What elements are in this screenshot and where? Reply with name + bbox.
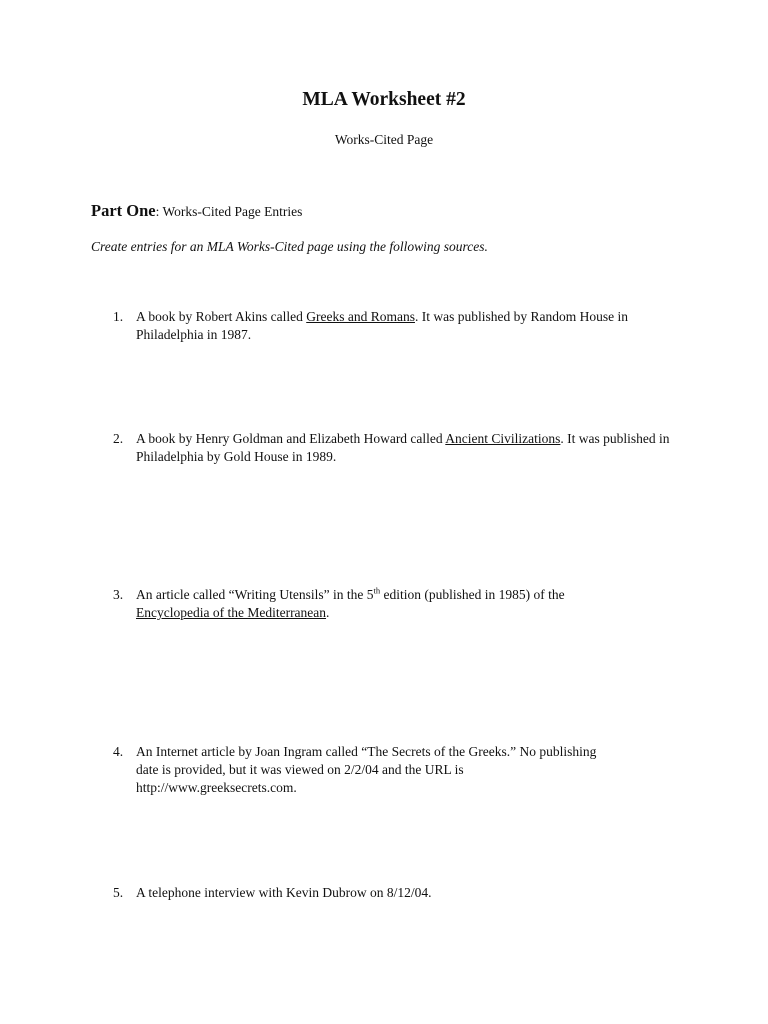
page-subtitle: Works-Cited Page — [334, 132, 434, 147]
list-item-1 — [113, 308, 683, 344]
item-text — [136, 308, 683, 344]
item-text: A telephone interview with Kevin Dubrow on 8/12/04. — [136, 885, 432, 900]
item-text-post: . It was published in Philadelphia by Gold House in 1989. — [136, 431, 670, 464]
item-text-pre: A book by Henry Goldman and Elizabeth Howard called — [136, 431, 446, 446]
part-description: Works-Cited Page Entries — [159, 204, 303, 219]
part-colon: : — [155, 204, 160, 219]
list-item-3 — [113, 586, 683, 622]
item-number: 1. — [113, 309, 124, 324]
list-item-4 — [113, 743, 683, 797]
item-text-line-3: http://www.greeksecrets.com. — [136, 780, 297, 795]
item-text-line-1: An Internet article by Joan Ingram called “The Secrets of the Greeks.” No publishing — [136, 744, 597, 759]
ordinal-suffix: th — [373, 585, 381, 596]
encyclopedia-title: Encyclopedia of the Mediterranean — [136, 605, 327, 620]
book-title: Ancient Civilizations — [445, 431, 561, 446]
item-text-post: . — [326, 605, 330, 620]
list-item-2 — [113, 430, 683, 466]
item-text-post: . It was published by Random House in Philadelphia in 1987. — [136, 309, 628, 342]
page-title: MLA Worksheet #2 — [302, 89, 466, 110]
part-label: Part One — [91, 201, 156, 220]
item-text-mid: edition (published in 1985) of the — [380, 587, 565, 602]
item-number: 2. — [113, 431, 124, 446]
item-number: 4. — [113, 744, 124, 759]
item-text — [136, 430, 683, 466]
item-number: 5. — [113, 885, 124, 900]
book-title: Greeks and Romans — [306, 309, 415, 324]
item-number: 3. — [113, 587, 124, 602]
part-one-heading — [91, 201, 302, 221]
item-text — [136, 743, 683, 797]
item-text-line-2: date is provided, but it was viewed on 2/2/04 and the URL is — [136, 762, 464, 777]
item-text — [136, 586, 683, 622]
instructions: Create entries for an MLA Works-Cited page using the following sources. — [91, 239, 488, 254]
list-item-5 — [113, 884, 683, 902]
item-text-pre: A book by Robert Akins called — [136, 309, 307, 324]
item-text-pre: An article called “Writing Utensils” in the 5 — [136, 587, 374, 602]
